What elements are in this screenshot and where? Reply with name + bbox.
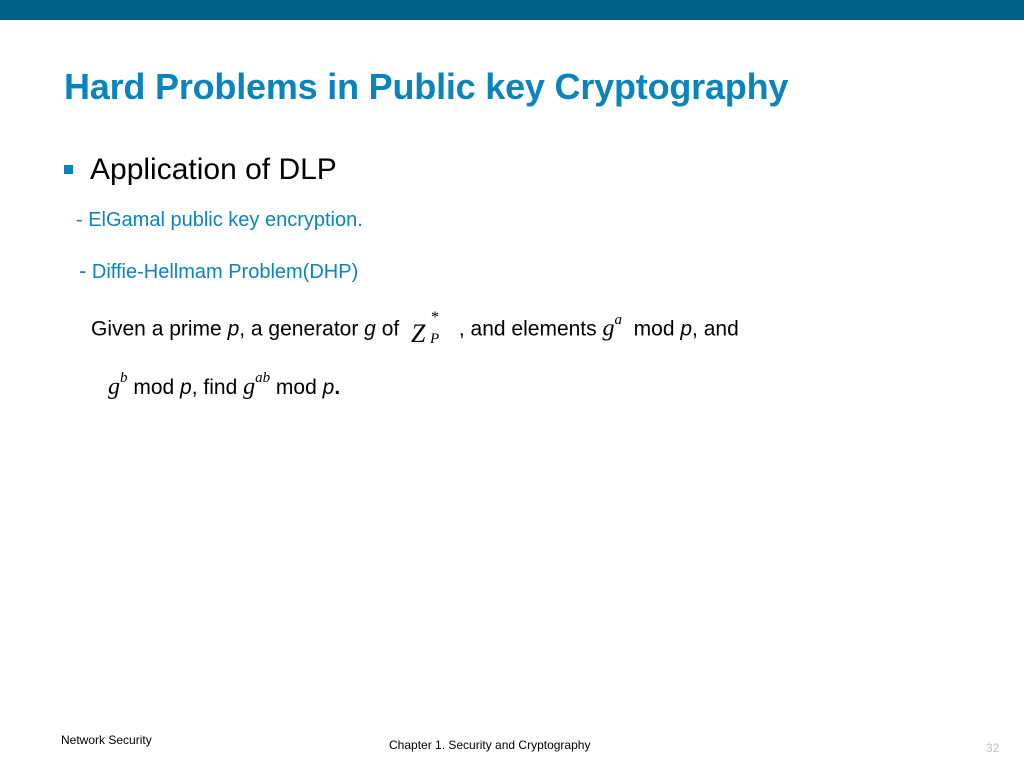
bullet-text: Application of DLP xyxy=(90,153,337,186)
var-p: p xyxy=(680,317,693,341)
text-fragment: of xyxy=(375,317,406,341)
slide-title: Hard Problems in Public key Cryptography xyxy=(64,66,789,107)
zp-subscript: P xyxy=(430,331,440,347)
ga-exponent: a xyxy=(614,311,622,328)
text-fragment: Given a prime xyxy=(91,317,228,341)
text-fragment: , find xyxy=(191,376,244,399)
square-bullet-icon xyxy=(64,165,73,174)
footer-chapter: Chapter 1. Security and Cryptography xyxy=(389,738,591,752)
zp-star-formula xyxy=(409,309,449,348)
text-fragment: . xyxy=(334,376,341,399)
text-fragment: mod xyxy=(270,376,323,399)
text-fragment: mod xyxy=(627,317,681,341)
bullet-item xyxy=(64,153,337,187)
ga-base: g xyxy=(602,315,615,342)
sub-item-dash: - xyxy=(79,258,87,283)
gb-base: g xyxy=(108,374,120,400)
text-fragment: mod xyxy=(127,376,181,399)
var-g: g xyxy=(364,317,376,341)
text-fragment: , a generator xyxy=(239,317,365,341)
sub-item-dhp-text: Diffie-Hellmam Problem(DHP) xyxy=(91,261,359,283)
page-number: 32 xyxy=(986,741,1000,755)
problem-line-1 xyxy=(91,309,739,348)
zp-star: * xyxy=(431,309,440,326)
var-p: p xyxy=(180,376,192,399)
text-fragment: , and elements xyxy=(453,317,597,341)
footer-course: Network Security xyxy=(61,733,152,747)
var-p: p xyxy=(322,376,335,399)
problem-line-2 xyxy=(108,370,341,401)
sub-item-dhp xyxy=(79,258,358,284)
text-fragment: , and xyxy=(692,317,739,341)
gb-exponent: b xyxy=(120,370,128,386)
top-accent-bar xyxy=(0,0,1024,20)
gab-exponent: ab xyxy=(255,370,271,386)
gab-base: g xyxy=(243,374,256,400)
sub-item-elgamal: - ElGamal public key encryption. xyxy=(76,209,363,231)
zp-base: Z xyxy=(411,319,426,348)
var-p: p xyxy=(227,317,240,341)
